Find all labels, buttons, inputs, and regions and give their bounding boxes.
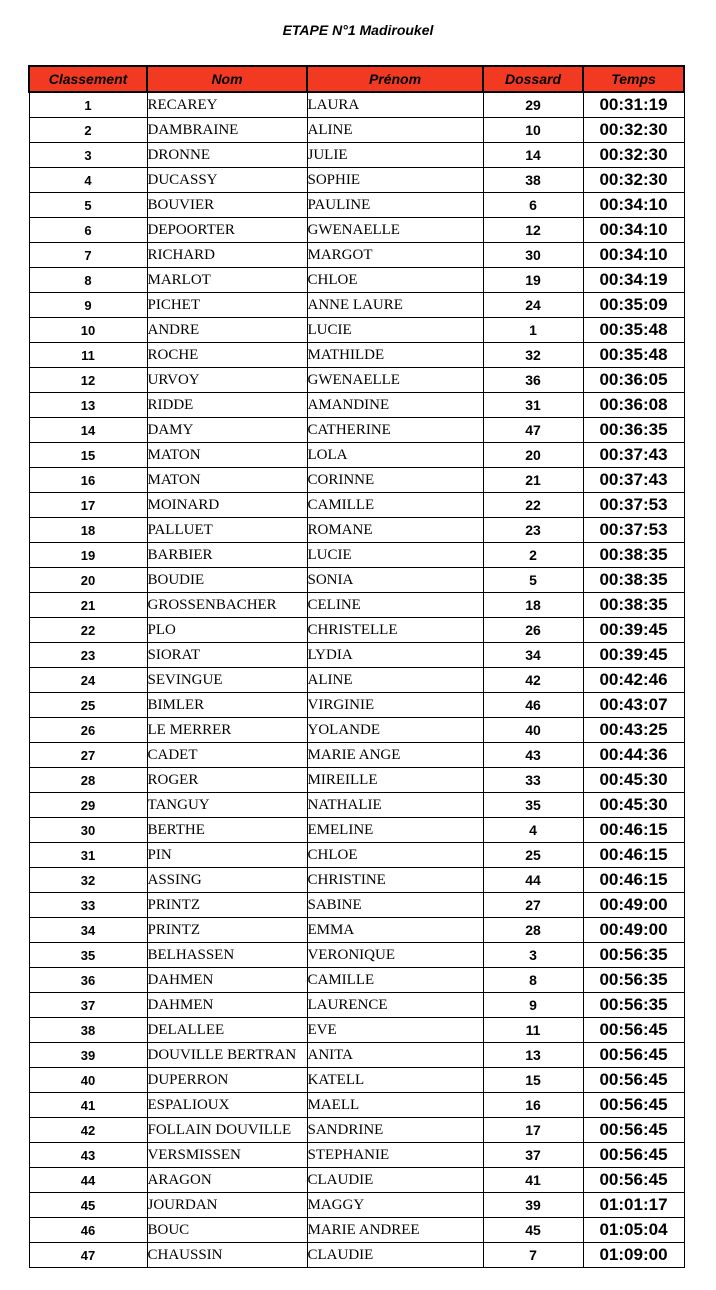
cell-temps: 00:31:19 bbox=[583, 92, 684, 118]
cell-classement: 8 bbox=[29, 268, 147, 293]
cell-nom: URVOY bbox=[147, 368, 307, 393]
cell-nom: RECAREY bbox=[147, 92, 307, 118]
cell-classement: 46 bbox=[29, 1218, 147, 1243]
cell-nom: DAMBRAINE bbox=[147, 118, 307, 143]
cell-dossard: 37 bbox=[483, 1143, 583, 1168]
cell-dossard: 6 bbox=[483, 193, 583, 218]
cell-temps: 00:39:45 bbox=[583, 643, 684, 668]
cell-temps: 00:56:45 bbox=[583, 1093, 684, 1118]
cell-nom: PIN bbox=[147, 843, 307, 868]
cell-prenom: STEPHANIE bbox=[307, 1143, 483, 1168]
cell-temps: 00:56:35 bbox=[583, 968, 684, 993]
cell-temps: 00:46:15 bbox=[583, 843, 684, 868]
cell-nom: RICHARD bbox=[147, 243, 307, 268]
cell-temps: 00:56:35 bbox=[583, 993, 684, 1018]
cell-temps: 00:43:25 bbox=[583, 718, 684, 743]
cell-dossard: 30 bbox=[483, 243, 583, 268]
cell-classement: 24 bbox=[29, 668, 147, 693]
cell-prenom: AMANDINE bbox=[307, 393, 483, 418]
table-row bbox=[29, 218, 684, 243]
cell-prenom: CHLOE bbox=[307, 268, 483, 293]
table-row bbox=[29, 92, 684, 118]
cell-classement: 15 bbox=[29, 443, 147, 468]
cell-nom: TANGUY bbox=[147, 793, 307, 818]
cell-temps: 00:36:35 bbox=[583, 418, 684, 443]
cell-nom: MATON bbox=[147, 468, 307, 493]
cell-prenom: CHRISTINE bbox=[307, 868, 483, 893]
table-row bbox=[29, 918, 684, 943]
cell-nom: ARAGON bbox=[147, 1168, 307, 1193]
cell-nom: BELHASSEN bbox=[147, 943, 307, 968]
cell-prenom: CAMILLE bbox=[307, 968, 483, 993]
cell-dossard: 13 bbox=[483, 1043, 583, 1068]
cell-dossard: 42 bbox=[483, 668, 583, 693]
cell-prenom: EVE bbox=[307, 1018, 483, 1043]
cell-dossard: 23 bbox=[483, 518, 583, 543]
cell-prenom: MARIE ANDREE bbox=[307, 1218, 483, 1243]
cell-classement: 43 bbox=[29, 1143, 147, 1168]
cell-nom: DELALLEE bbox=[147, 1018, 307, 1043]
cell-temps: 00:35:48 bbox=[583, 343, 684, 368]
cell-dossard: 14 bbox=[483, 143, 583, 168]
cell-classement: 1 bbox=[29, 92, 147, 118]
cell-classement: 18 bbox=[29, 518, 147, 543]
cell-temps: 00:45:30 bbox=[583, 768, 684, 793]
cell-nom: PLO bbox=[147, 618, 307, 643]
table-row bbox=[29, 718, 684, 743]
cell-prenom: CHLOE bbox=[307, 843, 483, 868]
cell-temps: 00:46:15 bbox=[583, 868, 684, 893]
cell-nom: DOUVILLE BERTRAN bbox=[147, 1043, 307, 1068]
cell-classement: 39 bbox=[29, 1043, 147, 1068]
cell-nom: CHAUSSIN bbox=[147, 1243, 307, 1268]
cell-dossard: 5 bbox=[483, 568, 583, 593]
cell-nom: DUPERRON bbox=[147, 1068, 307, 1093]
cell-temps: 00:46:15 bbox=[583, 818, 684, 843]
header-temps: Temps bbox=[583, 66, 684, 92]
cell-dossard: 4 bbox=[483, 818, 583, 843]
cell-temps: 00:56:45 bbox=[583, 1168, 684, 1193]
cell-nom: DAHMEN bbox=[147, 993, 307, 1018]
cell-prenom: ALINE bbox=[307, 118, 483, 143]
cell-classement: 42 bbox=[29, 1118, 147, 1143]
cell-dossard: 39 bbox=[483, 1193, 583, 1218]
cell-classement: 41 bbox=[29, 1093, 147, 1118]
cell-classement: 40 bbox=[29, 1068, 147, 1093]
cell-nom: MATON bbox=[147, 443, 307, 468]
cell-temps: 00:39:45 bbox=[583, 618, 684, 643]
cell-dossard: 24 bbox=[483, 293, 583, 318]
cell-classement: 6 bbox=[29, 218, 147, 243]
table-row bbox=[29, 618, 684, 643]
cell-nom: DUCASSY bbox=[147, 168, 307, 193]
cell-temps: 00:49:00 bbox=[583, 893, 684, 918]
cell-classement: 3 bbox=[29, 143, 147, 168]
table-row bbox=[29, 318, 684, 343]
table-row bbox=[29, 393, 684, 418]
table-row bbox=[29, 768, 684, 793]
cell-classement: 30 bbox=[29, 818, 147, 843]
table-row bbox=[29, 1043, 684, 1068]
cell-dossard: 19 bbox=[483, 268, 583, 293]
cell-nom: ESPALIOUX bbox=[147, 1093, 307, 1118]
table-row bbox=[29, 293, 684, 318]
table-row bbox=[29, 1018, 684, 1043]
cell-prenom: MAELL bbox=[307, 1093, 483, 1118]
cell-temps: 00:56:45 bbox=[583, 1068, 684, 1093]
cell-prenom: GWENAELLE bbox=[307, 218, 483, 243]
cell-nom: BOUC bbox=[147, 1218, 307, 1243]
cell-nom: LE MERRER bbox=[147, 718, 307, 743]
cell-dossard: 9 bbox=[483, 993, 583, 1018]
cell-temps: 00:42:46 bbox=[583, 668, 684, 693]
cell-dossard: 35 bbox=[483, 793, 583, 818]
cell-classement: 25 bbox=[29, 693, 147, 718]
table-row bbox=[29, 168, 684, 193]
cell-prenom: LYDIA bbox=[307, 643, 483, 668]
cell-temps: 00:56:45 bbox=[583, 1118, 684, 1143]
cell-temps: 00:32:30 bbox=[583, 118, 684, 143]
cell-prenom: EMMA bbox=[307, 918, 483, 943]
cell-dossard: 26 bbox=[483, 618, 583, 643]
table-row bbox=[29, 643, 684, 668]
cell-classement: 2 bbox=[29, 118, 147, 143]
cell-nom: BERTHE bbox=[147, 818, 307, 843]
cell-temps: 00:38:35 bbox=[583, 593, 684, 618]
cell-dossard: 47 bbox=[483, 418, 583, 443]
cell-classement: 5 bbox=[29, 193, 147, 218]
header-row bbox=[29, 66, 684, 92]
header-prenom: Prénom bbox=[307, 66, 483, 92]
cell-nom: JOURDAN bbox=[147, 1193, 307, 1218]
cell-nom: ANDRE bbox=[147, 318, 307, 343]
header-nom: Nom bbox=[147, 66, 307, 92]
cell-dossard: 10 bbox=[483, 118, 583, 143]
cell-prenom: ROMANE bbox=[307, 518, 483, 543]
table-row bbox=[29, 993, 684, 1018]
table-row bbox=[29, 518, 684, 543]
cell-temps: 00:44:36 bbox=[583, 743, 684, 768]
cell-prenom: CHRISTELLE bbox=[307, 618, 483, 643]
cell-prenom: CATHERINE bbox=[307, 418, 483, 443]
cell-temps: 00:37:53 bbox=[583, 493, 684, 518]
cell-nom: RIDDE bbox=[147, 393, 307, 418]
cell-temps: 00:37:53 bbox=[583, 518, 684, 543]
cell-prenom: MAGGY bbox=[307, 1193, 483, 1218]
cell-prenom: MARGOT bbox=[307, 243, 483, 268]
cell-temps: 00:34:10 bbox=[583, 193, 684, 218]
cell-temps: 00:38:35 bbox=[583, 543, 684, 568]
cell-prenom: CORINNE bbox=[307, 468, 483, 493]
table-row bbox=[29, 1193, 684, 1218]
cell-classement: 13 bbox=[29, 393, 147, 418]
cell-classement: 47 bbox=[29, 1243, 147, 1268]
cell-nom: GROSSENBACHER bbox=[147, 593, 307, 618]
table-row bbox=[29, 118, 684, 143]
cell-temps: 00:56:45 bbox=[583, 1018, 684, 1043]
table-row bbox=[29, 568, 684, 593]
cell-dossard: 8 bbox=[483, 968, 583, 993]
table-row bbox=[29, 493, 684, 518]
cell-nom: PRINTZ bbox=[147, 918, 307, 943]
cell-classement: 28 bbox=[29, 768, 147, 793]
table-row bbox=[29, 968, 684, 993]
cell-prenom: EMELINE bbox=[307, 818, 483, 843]
cell-prenom: LOLA bbox=[307, 443, 483, 468]
cell-dossard: 33 bbox=[483, 768, 583, 793]
cell-temps: 00:32:30 bbox=[583, 143, 684, 168]
cell-classement: 9 bbox=[29, 293, 147, 318]
cell-nom: DEPOORTER bbox=[147, 218, 307, 243]
table-row bbox=[29, 268, 684, 293]
cell-prenom: CLAUDIE bbox=[307, 1168, 483, 1193]
table-row bbox=[29, 1143, 684, 1168]
cell-dossard: 21 bbox=[483, 468, 583, 493]
cell-classement: 33 bbox=[29, 893, 147, 918]
cell-classement: 36 bbox=[29, 968, 147, 993]
cell-dossard: 45 bbox=[483, 1218, 583, 1243]
table-row bbox=[29, 1168, 684, 1193]
cell-dossard: 36 bbox=[483, 368, 583, 393]
cell-prenom: SANDRINE bbox=[307, 1118, 483, 1143]
cell-dossard: 16 bbox=[483, 1093, 583, 1118]
cell-prenom: LUCIE bbox=[307, 318, 483, 343]
table-row bbox=[29, 793, 684, 818]
cell-dossard: 20 bbox=[483, 443, 583, 468]
cell-nom: PRINTZ bbox=[147, 893, 307, 918]
cell-nom: BOUVIER bbox=[147, 193, 307, 218]
cell-dossard: 18 bbox=[483, 593, 583, 618]
cell-nom: DRONNE bbox=[147, 143, 307, 168]
cell-temps: 00:34:19 bbox=[583, 268, 684, 293]
cell-nom: BOUDIE bbox=[147, 568, 307, 593]
table-row bbox=[29, 743, 684, 768]
cell-nom: FOLLAIN DOUVILLE bbox=[147, 1118, 307, 1143]
cell-dossard: 12 bbox=[483, 218, 583, 243]
cell-nom: PALLUET bbox=[147, 518, 307, 543]
cell-temps: 00:56:45 bbox=[583, 1043, 684, 1068]
cell-prenom: SONIA bbox=[307, 568, 483, 593]
cell-classement: 44 bbox=[29, 1168, 147, 1193]
cell-prenom: JULIE bbox=[307, 143, 483, 168]
table-row bbox=[29, 943, 684, 968]
cell-classement: 23 bbox=[29, 643, 147, 668]
cell-classement: 38 bbox=[29, 1018, 147, 1043]
cell-nom: MOINARD bbox=[147, 493, 307, 518]
header-dossard: Dossard bbox=[483, 66, 583, 92]
cell-prenom: PAULINE bbox=[307, 193, 483, 218]
cell-dossard: 31 bbox=[483, 393, 583, 418]
cell-classement: 20 bbox=[29, 568, 147, 593]
cell-dossard: 38 bbox=[483, 168, 583, 193]
cell-dossard: 46 bbox=[483, 693, 583, 718]
table-row bbox=[29, 468, 684, 493]
cell-classement: 10 bbox=[29, 318, 147, 343]
cell-dossard: 28 bbox=[483, 918, 583, 943]
table-row bbox=[29, 243, 684, 268]
table-row bbox=[29, 1218, 684, 1243]
cell-classement: 22 bbox=[29, 618, 147, 643]
cell-nom: SEVINGUE bbox=[147, 668, 307, 693]
cell-dossard: 3 bbox=[483, 943, 583, 968]
table-row bbox=[29, 1243, 684, 1268]
cell-dossard: 27 bbox=[483, 893, 583, 918]
table-row bbox=[29, 343, 684, 368]
cell-classement: 19 bbox=[29, 543, 147, 568]
cell-classement: 31 bbox=[29, 843, 147, 868]
cell-nom: SIORAT bbox=[147, 643, 307, 668]
cell-dossard: 32 bbox=[483, 343, 583, 368]
cell-nom: DAMY bbox=[147, 418, 307, 443]
cell-temps: 00:36:08 bbox=[583, 393, 684, 418]
cell-prenom: CELINE bbox=[307, 593, 483, 618]
cell-nom: BARBIER bbox=[147, 543, 307, 568]
cell-prenom: MATHILDE bbox=[307, 343, 483, 368]
cell-prenom: LAURA bbox=[307, 92, 483, 118]
page-title: ETAPE N°1 Madiroukel bbox=[282, 22, 434, 38]
cell-temps: 00:37:43 bbox=[583, 468, 684, 493]
cell-dossard: 22 bbox=[483, 493, 583, 518]
cell-classement: 7 bbox=[29, 243, 147, 268]
cell-nom: DAHMEN bbox=[147, 968, 307, 993]
cell-temps: 01:05:04 bbox=[583, 1218, 684, 1243]
cell-temps: 01:01:17 bbox=[583, 1193, 684, 1218]
cell-prenom: ANNE LAURE bbox=[307, 293, 483, 318]
cell-prenom: LAURENCE bbox=[307, 993, 483, 1018]
cell-dossard: 2 bbox=[483, 543, 583, 568]
cell-dossard: 29 bbox=[483, 92, 583, 118]
cell-classement: 45 bbox=[29, 1193, 147, 1218]
cell-dossard: 41 bbox=[483, 1168, 583, 1193]
cell-prenom: LUCIE bbox=[307, 543, 483, 568]
table-row bbox=[29, 693, 684, 718]
cell-nom: ROGER bbox=[147, 768, 307, 793]
cell-nom: BIMLER bbox=[147, 693, 307, 718]
cell-nom: PICHET bbox=[147, 293, 307, 318]
table-row bbox=[29, 593, 684, 618]
cell-temps: 00:56:35 bbox=[583, 943, 684, 968]
cell-prenom: GWENAELLE bbox=[307, 368, 483, 393]
cell-prenom: CLAUDIE bbox=[307, 1243, 483, 1268]
cell-temps: 00:35:48 bbox=[583, 318, 684, 343]
cell-temps: 00:34:10 bbox=[583, 243, 684, 268]
cell-prenom: SABINE bbox=[307, 893, 483, 918]
cell-classement: 32 bbox=[29, 868, 147, 893]
cell-prenom: KATELL bbox=[307, 1068, 483, 1093]
cell-dossard: 7 bbox=[483, 1243, 583, 1268]
table-row bbox=[29, 1093, 684, 1118]
cell-temps: 01:09:00 bbox=[583, 1243, 684, 1268]
cell-nom: MARLOT bbox=[147, 268, 307, 293]
table-row bbox=[29, 143, 684, 168]
cell-classement: 16 bbox=[29, 468, 147, 493]
cell-prenom: CAMILLE bbox=[307, 493, 483, 518]
cell-classement: 14 bbox=[29, 418, 147, 443]
results-body bbox=[29, 92, 684, 1268]
cell-prenom: ALINE bbox=[307, 668, 483, 693]
cell-classement: 11 bbox=[29, 343, 147, 368]
cell-prenom: SOPHIE bbox=[307, 168, 483, 193]
table-row bbox=[29, 843, 684, 868]
table-row bbox=[29, 893, 684, 918]
cell-dossard: 40 bbox=[483, 718, 583, 743]
cell-nom: ROCHE bbox=[147, 343, 307, 368]
cell-dossard: 1 bbox=[483, 318, 583, 343]
cell-prenom: ANITA bbox=[307, 1043, 483, 1068]
results-table bbox=[28, 65, 685, 1268]
table-row bbox=[29, 1118, 684, 1143]
cell-temps: 00:34:10 bbox=[583, 218, 684, 243]
cell-temps: 00:38:35 bbox=[583, 568, 684, 593]
cell-temps: 00:35:09 bbox=[583, 293, 684, 318]
cell-classement: 29 bbox=[29, 793, 147, 818]
table-row bbox=[29, 1068, 684, 1093]
cell-classement: 4 bbox=[29, 168, 147, 193]
cell-classement: 35 bbox=[29, 943, 147, 968]
cell-prenom: MIREILLE bbox=[307, 768, 483, 793]
table-row bbox=[29, 418, 684, 443]
table-row bbox=[29, 368, 684, 393]
table-row bbox=[29, 818, 684, 843]
cell-temps: 00:43:07 bbox=[583, 693, 684, 718]
header-classement: Classement bbox=[29, 66, 147, 92]
cell-dossard: 34 bbox=[483, 643, 583, 668]
cell-dossard: 17 bbox=[483, 1118, 583, 1143]
cell-prenom: MARIE ANGE bbox=[307, 743, 483, 768]
cell-temps: 00:45:30 bbox=[583, 793, 684, 818]
table-row bbox=[29, 443, 684, 468]
cell-prenom: NATHALIE bbox=[307, 793, 483, 818]
cell-temps: 00:32:30 bbox=[583, 168, 684, 193]
cell-classement: 37 bbox=[29, 993, 147, 1018]
cell-classement: 17 bbox=[29, 493, 147, 518]
cell-dossard: 11 bbox=[483, 1018, 583, 1043]
cell-nom: ASSING bbox=[147, 868, 307, 893]
cell-prenom: VIRGINIE bbox=[307, 693, 483, 718]
cell-dossard: 44 bbox=[483, 868, 583, 893]
cell-classement: 21 bbox=[29, 593, 147, 618]
cell-nom: VERSMISSEN bbox=[147, 1143, 307, 1168]
cell-classement: 26 bbox=[29, 718, 147, 743]
cell-dossard: 25 bbox=[483, 843, 583, 868]
cell-classement: 34 bbox=[29, 918, 147, 943]
cell-classement: 12 bbox=[29, 368, 147, 393]
table-row bbox=[29, 868, 684, 893]
table-row bbox=[29, 193, 684, 218]
cell-prenom: VERONIQUE bbox=[307, 943, 483, 968]
cell-prenom: YOLANDE bbox=[307, 718, 483, 743]
cell-temps: 00:56:45 bbox=[583, 1143, 684, 1168]
table-row bbox=[29, 543, 684, 568]
table-row bbox=[29, 668, 684, 693]
cell-dossard: 43 bbox=[483, 743, 583, 768]
cell-temps: 00:37:43 bbox=[583, 443, 684, 468]
cell-nom: CADET bbox=[147, 743, 307, 768]
cell-dossard: 15 bbox=[483, 1068, 583, 1093]
cell-temps: 00:49:00 bbox=[583, 918, 684, 943]
cell-classement: 27 bbox=[29, 743, 147, 768]
cell-temps: 00:36:05 bbox=[583, 368, 684, 393]
